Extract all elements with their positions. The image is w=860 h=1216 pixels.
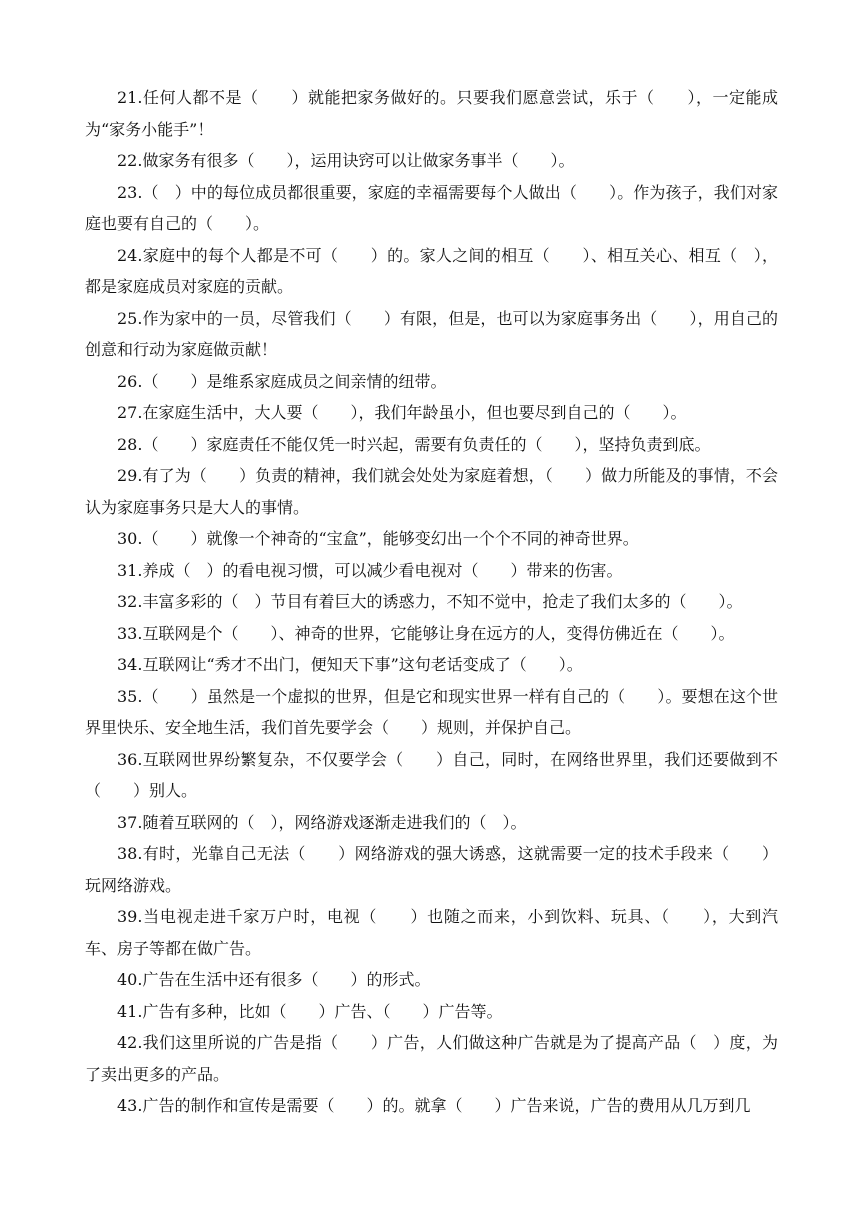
question-24: 24.家庭中的每个人都是不可（ ）的。家人之间的相互（ ）、相互关心、相互（ ），都是家庭成员对家庭的贡献。: [85, 245, 778, 296]
document-page: [85, 82, 778, 1122]
question-27: 27.在家庭生活中，大人要（ ），我们年龄虽小，但也要尽到自己的（ ）。: [117, 403, 687, 422]
question-37: 37.随着互联网的（ ），网络游戏逐渐走进我们的（ ）。: [117, 812, 527, 832]
question-40: 40.广告在生活中还有很多（ ）的形式。: [117, 970, 431, 989]
question-22: 22.做家务有很多（ ），运用诀窍可以让做家务事半（ ）。: [117, 151, 575, 170]
question-36: 36.互联网世界纷繁复杂，不仅要学会（ ）自己，同时，在网络世界里，我们还要做到不（ ）别人。: [85, 749, 778, 800]
question-30: 30.（ ）就像一个神奇的“宝盒”，能够变幻出一个个不同的神奇世界。: [117, 529, 639, 548]
question-42: 42.我们这里所说的广告是指（ ）广告，人们做这种广告就是为了提高产品（ ）度，为了卖出更多的产品。: [85, 1033, 778, 1084]
question-38: 38.有时，光靠自己无法（ ）网络游戏的强大诱惑，这就需要一定的技术手段来（ ）玩网络游戏。: [85, 844, 778, 895]
question-26: 26.（ ）是维系家庭成员之间亲情的纽带。: [117, 371, 447, 391]
question-25: 25.作为家中的一员，尽管我们（ ）有限，但是，也可以为家庭事务出（ ），用自己的创意和行动为家庭做贡献！: [85, 308, 778, 359]
question-29: 29.有了为（ ）负责的精神，我们就会处处为家庭着想，（ ）做力所能及的事情，不会认为家庭事务只是大人的事情。: [85, 466, 778, 517]
question-41: 41.广告有多种，比如（ ）广告、（ ）广告等。: [117, 1001, 503, 1021]
question-31: 31.养成（ ）的看电视习惯，可以减少看电视对（ ）带来的伤害。: [117, 560, 623, 580]
question-35: 35.（ ）虽然是一个虚拟的世界，但是它和现实世界一样有自己的（ ）。要想在这个世界里快乐、安全地生活，我们首先要学会（ ）规则，并保护自己。: [85, 686, 778, 737]
question-43: 43.广告的制作和宣传是需要（ ）的。就拿（ ）广告来说，广告的费用从几万到几: [117, 1096, 751, 1115]
question-39: 39.当电视走进千家万户时，电视（ ）也随之而来，小到饮料、玩具、（ ），大到汽车、房子等都在做广告。: [85, 907, 778, 958]
question-21: 21.任何人都不是（ ）就能把家务做好的。只要我们愿意尝试，乐于（ ），一定能成为“家务小能手”！: [85, 88, 778, 139]
question-28: 28.（ ）家庭责任不能仅凭一时兴起，需要有负责任的（ ），坚持负责到底。: [117, 434, 711, 454]
question-32: 32.丰富多彩的（ ）节目有着巨大的诱惑力，不知不觉中，抢走了我们太多的（ ）。: [117, 592, 743, 611]
question-34: 34.互联网让“秀才不出门，便知天下事”这句老话变成了（ ）。: [117, 655, 583, 674]
question-23: 23.（ ）中的每位成员都很重要，家庭的幸福需要每个人做出（ ）。作为孩子，我们对家庭也要有自己的（ ）。: [85, 182, 778, 233]
question-33: 33.互联网是个（ ）、神奇的世界，它能够让身在远方的人，变得仿佛近在（ ）。: [117, 623, 735, 643]
